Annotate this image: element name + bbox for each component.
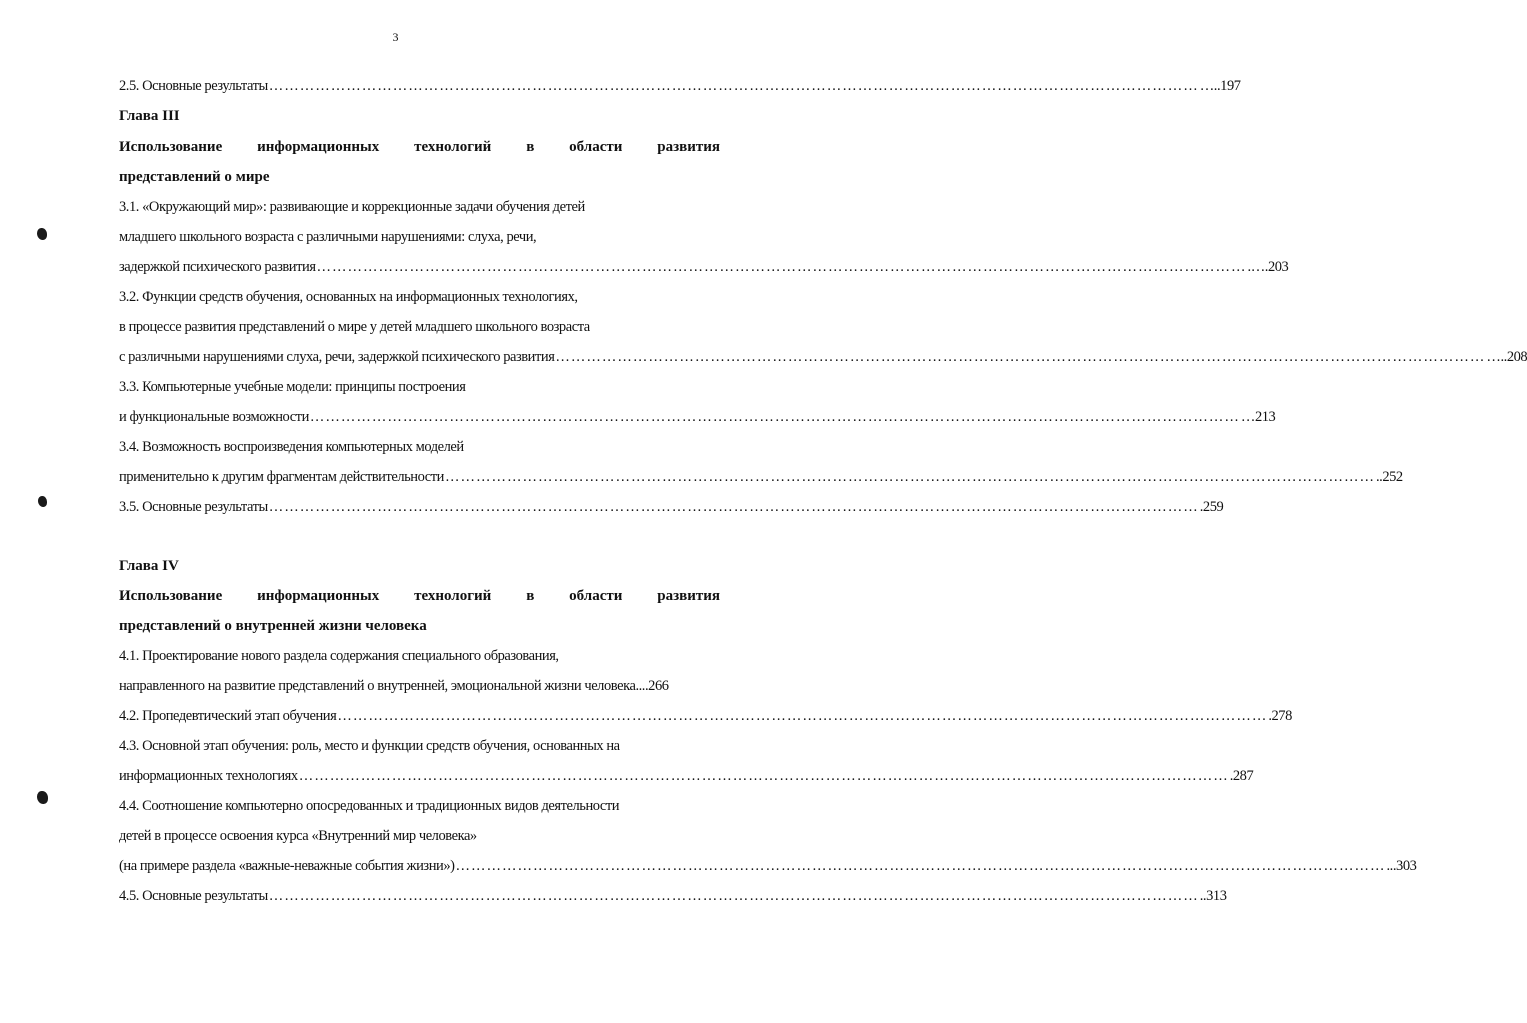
chapter-title-4-line2: представлений о внутренней жизни человека (119, 618, 427, 634)
toc-entry-page: ...303 (1386, 858, 1417, 874)
toc-entry-3-4[interactable]: 3.4. Возможность воспроизведения компьютерных моделей (119, 439, 464, 455)
toc-entry-3-2-cont[interactable]: в процессе развития представлений о мире у детей младшего школьного возраста (119, 319, 590, 335)
toc-entry-title: направленного на развитие представлений о внутренней, эмоциональной жизни человека (119, 678, 636, 694)
leader-dots (269, 886, 1199, 906)
chapter-title-4-line1 (119, 586, 720, 606)
toc-entry-3-1[interactable]: 3.1. «Окружающий мир»: развивающие и коррекционные задачи обучения детей (119, 199, 585, 215)
toc-entry-3-2[interactable]: 3.2. Функции средств обучения, основанных на информационных технологиях, (119, 289, 578, 305)
toc-entry-title: применительно к другим фрагментам действительности (119, 469, 444, 485)
leader-dots (456, 856, 1386, 876)
leader-dots (269, 497, 1199, 517)
toc-entry-page: .….203 (1247, 259, 1289, 275)
leader-dots (317, 257, 1247, 277)
title-word: в (526, 588, 535, 604)
title-word: технологий (414, 139, 492, 155)
toc-entry-title: 4.5. Основные результаты (119, 888, 268, 904)
leader-dots (269, 76, 1199, 96)
leader-dots (299, 766, 1229, 786)
toc-entry-4-5[interactable] (119, 886, 1227, 906)
scan-mark (38, 496, 47, 507)
title-word: Использование (119, 588, 223, 604)
scan-mark (37, 228, 47, 240)
toc-entry-3-1-cont[interactable]: младшего школьного возраста с различными нарушениями: слуха, речи, (119, 229, 537, 245)
toc-entry-title: 2.5. Основные результаты (119, 78, 268, 94)
toc-entry-4-4-cont[interactable]: детей в процессе освоения курса «Внутренний мир человека» (119, 828, 477, 844)
leader-dots (337, 706, 1267, 726)
toc-entry-4-2[interactable] (119, 706, 1292, 726)
toc-entry-3-3-end[interactable] (119, 407, 1276, 427)
chapter-title-3-line2: представлений о мире (119, 169, 270, 185)
title-word: информационных (257, 588, 380, 604)
title-word: развития (657, 139, 720, 155)
leader-dots (310, 407, 1240, 427)
toc-entry-2-5[interactable] (119, 76, 1241, 96)
title-word: области (569, 588, 623, 604)
toc-entry-4-3[interactable]: 4.3. Основной этап обучения: роль, место и функции средств обучения, основанных на (119, 738, 620, 754)
chapter-title-3-line1 (119, 137, 720, 157)
toc-entry-3-4-end[interactable] (119, 467, 1403, 487)
toc-entry-title: информационных технологиях (119, 768, 298, 784)
toc-entry-page: ..313 (1199, 888, 1227, 904)
toc-entry-3-3[interactable]: 3.3. Компьютерные учебные модели: принципы построения (119, 379, 466, 395)
chapter-heading-3: Глава III (119, 108, 180, 124)
toc-entry-page: …..208 (1486, 349, 1527, 365)
title-word: развития (657, 588, 720, 604)
title-word: в (526, 139, 535, 155)
leader-dots (555, 347, 1485, 367)
leader-dots (445, 467, 1375, 487)
title-word: технологий (414, 588, 492, 604)
toc-entry-page: .278 (1268, 708, 1292, 724)
toc-entry-4-1[interactable]: 4.1. Проектирование нового раздела содержания специального образования, (119, 648, 559, 664)
toc-entry-4-3-end[interactable] (119, 766, 1254, 786)
toc-entry-4-1-end[interactable] (119, 676, 720, 696)
title-word: области (569, 139, 623, 155)
toc-entry-page: ....266 (635, 678, 669, 694)
title-word: информационных (257, 139, 380, 155)
toc-entry-title: 4.2. Пропедевтический этап обучения (119, 708, 337, 724)
toc-entry-title: с различными нарушениями слуха, речи, задержкой психического развития (119, 349, 555, 365)
toc-entry-3-1-end[interactable] (119, 257, 1289, 277)
toc-entry-page: …..197 (1199, 78, 1241, 94)
toc-entry-page: ..252 (1375, 469, 1403, 485)
toc-entry-page: …213 (1240, 409, 1276, 425)
toc-entry-title: (на примере раздела «важные-неважные события жизни») (119, 858, 455, 874)
toc-entry-3-2-end[interactable] (119, 347, 1527, 367)
page-number: 3 (392, 30, 399, 44)
toc-entry-title: задержкой психического развития (119, 259, 316, 275)
toc-entry-4-4[interactable]: 4.4. Соотношение компьютерно опосредованных и традиционных видов деятельности (119, 798, 620, 814)
toc-entry-3-5[interactable] (119, 497, 1224, 517)
toc-entry-title: 3.5. Основные результаты (119, 499, 268, 515)
title-word: Использование (119, 139, 223, 155)
toc-entry-title: и функциональные возможности (119, 409, 309, 425)
toc-entry-4-4-end[interactable] (119, 856, 1417, 876)
toc-entry-page: .259 (1199, 499, 1224, 515)
toc-entry-page: .287 (1229, 768, 1254, 784)
chapter-heading-4: Глава IV (119, 558, 179, 574)
scan-mark (37, 791, 48, 804)
